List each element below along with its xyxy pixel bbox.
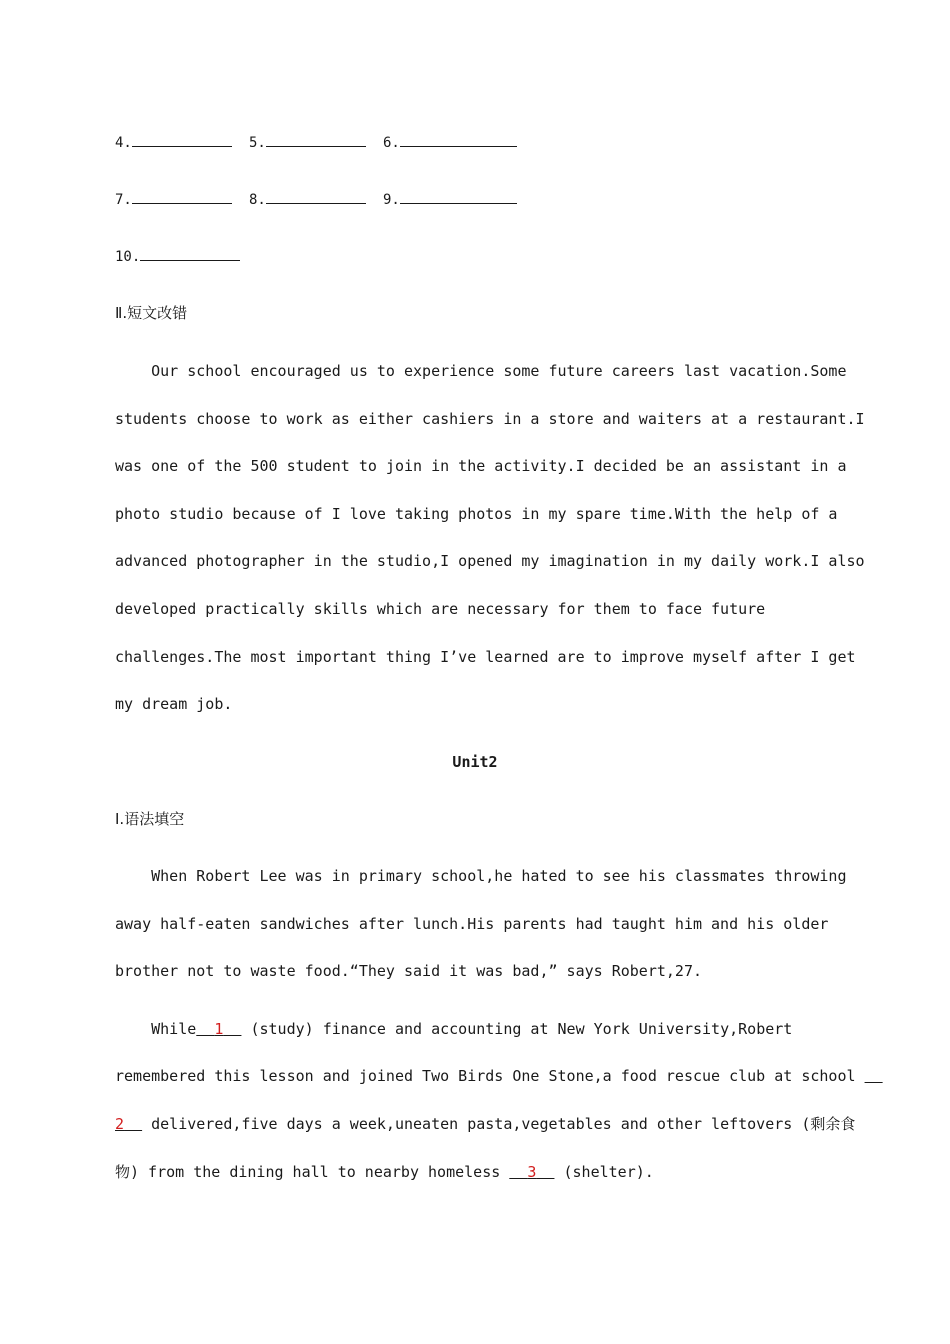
passage-line: developed practically skills which are necessary for them to face future — [115, 600, 766, 618]
blank-number: 4. — [115, 135, 132, 151]
text-segment: (shelter). — [554, 1163, 654, 1181]
blank-number: 9. — [383, 192, 400, 208]
section-heading-error-correction: Ⅱ.短文改错 — [115, 304, 188, 322]
blank-number: 7. — [115, 192, 132, 208]
answer-blank-9[interactable] — [383, 189, 517, 208]
passage-line: advanced photographer in the studio,I opened my imagination in my daily work.I also — [115, 552, 865, 570]
text-segment: 物) from the dining hall to nearby homeless — [115, 1163, 510, 1181]
passage-line: brother not to waste food.“They said it was bad,” says Robert,27. — [115, 962, 702, 980]
gap-answer-2[interactable] — [115, 1115, 142, 1133]
unit-title: Unit2 — [452, 753, 498, 771]
passage-line: was one of the 500 student to join in the activity.I decided be an assistant in a — [115, 457, 847, 475]
blank-number: 6. — [383, 135, 400, 151]
gap-answer-3[interactable] — [509, 1163, 554, 1181]
gap-answer-1[interactable] — [196, 1020, 241, 1038]
answer-blank-4[interactable] — [115, 132, 232, 151]
text-segment: (study) finance and accounting at New York University,Robert — [241, 1020, 793, 1038]
blank-number: 10. — [115, 249, 141, 265]
passage-line: challenges.The most important thing I’ve learned are to improve myself after I get — [115, 648, 856, 666]
blank-number: 8. — [249, 192, 266, 208]
passage-line: away half-eaten sandwiches after lunch.His parents had taught him and his older — [115, 915, 829, 933]
answer-blank-8[interactable] — [249, 189, 366, 208]
answer-blank-5[interactable] — [249, 132, 366, 151]
passage-line — [115, 1019, 792, 1039]
passage-line — [115, 1114, 855, 1134]
gap-number: 1 — [214, 1020, 224, 1038]
passage-line: photo studio because of I love taking photos in my spare time.With the help of a — [115, 505, 838, 523]
passage-line: my dream job. — [115, 695, 233, 713]
text-segment: While — [115, 1020, 197, 1038]
answer-blank-7[interactable] — [115, 189, 232, 208]
gap-number: 3 — [527, 1163, 537, 1181]
blank-number: 5. — [249, 135, 266, 151]
section-heading-grammar-fill: Ⅰ.语法填空 — [115, 810, 185, 828]
passage-line: students choose to work as either cashiers in a store and waiters at a restaurant.I — [115, 410, 865, 428]
text-segment: remembered this lesson and joined Two Birds One Stone,a food rescue club at school — [115, 1067, 865, 1085]
answer-blank-10[interactable] — [115, 246, 240, 265]
gap-number: 2 — [115, 1115, 125, 1133]
passage-line: Our school encouraged us to experience some future careers last vacation.Some — [115, 362, 847, 380]
passage-line — [115, 1162, 654, 1182]
text-segment: delivered,five days a week,uneaten pasta,vegetables and other leftovers (剩余食 — [142, 1115, 856, 1133]
passage-line — [115, 1066, 883, 1086]
answer-blank-6[interactable] — [383, 132, 517, 151]
passage-line: When Robert Lee was in primary school,he hated to see his classmates throwing — [115, 867, 847, 885]
gap-underline — [865, 1067, 883, 1085]
